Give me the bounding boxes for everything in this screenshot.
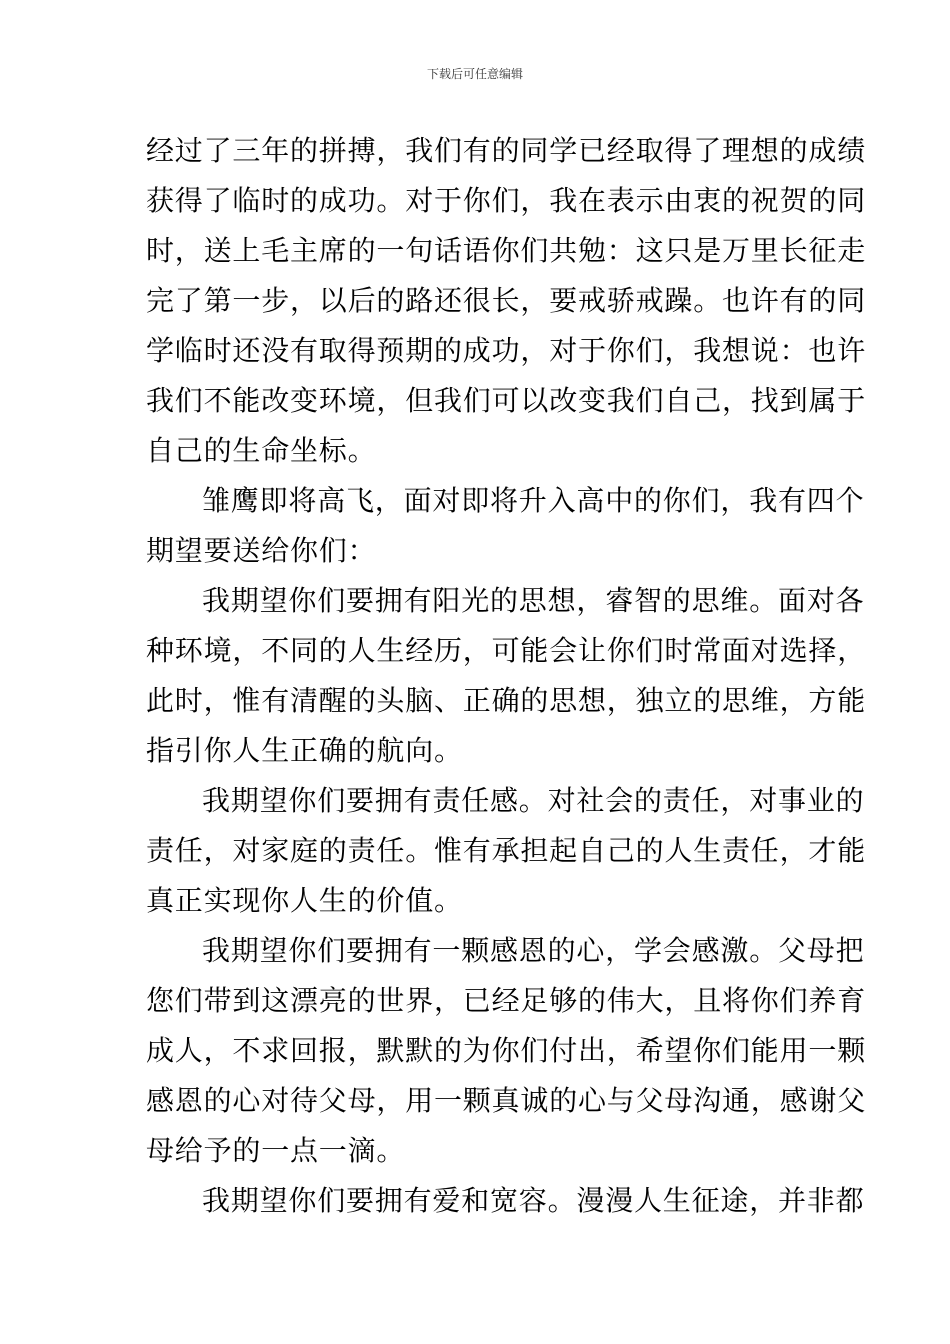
paragraph-5	[146, 926, 867, 1176]
text-line: 种环境，不同的人生经历，可能会让你们时常面对选择，	[146, 634, 867, 667]
text-line: 责任，对家庭的责任。惟有承担起自己的人生责任，才能	[146, 834, 867, 867]
text-line: 我们不能改变环境，但我们可以改变我们自己，找到属于	[146, 384, 867, 417]
text-line: 时，送上毛主席的一句话语你们共勉：这只是万里长征走	[146, 234, 867, 267]
text-line: 学临时还没有取得预期的成功，对于你们，我想说：也许	[146, 334, 867, 367]
text-line: 完了第一步，以后的路还很长，要戒骄戒躁。也许有的同	[146, 284, 867, 317]
text-line: 获得了临时的成功。对于你们，我在表示由衷的祝贺的同	[146, 184, 867, 217]
text-line: 母给予的一点一滴。	[146, 1134, 406, 1167]
text-line: 感恩的心对待父母，用一颗真诚的心与父母沟通，感谢父	[146, 1084, 867, 1117]
text-line: 您们带到这漂亮的世界，已经足够的伟大，且将你们养育	[146, 984, 867, 1017]
document-body	[146, 126, 867, 1226]
text-line: 我期望你们要拥有爱和宽容。漫漫人生征途，并非都	[202, 1184, 865, 1217]
paragraph-2	[146, 476, 865, 576]
text-line: 我期望你们要拥有阳光的思想，睿智的思维。面对各	[202, 584, 865, 617]
text-line: 自己的生命坐标。	[146, 434, 377, 467]
paragraph-1	[146, 126, 867, 476]
paragraph-4	[146, 776, 867, 926]
text-line: 我期望你们要拥有责任感。对社会的责任，对事业的	[202, 784, 865, 817]
text-line: 真正实现你人生的价值。	[146, 884, 463, 917]
text-line: 经过了三年的拼搏，我们有的同学已经取得了理想的成绩	[146, 134, 867, 167]
text-line: 期望要送给你们：	[146, 534, 377, 567]
page-header: 下载后可任意编辑	[426, 67, 523, 81]
paragraph-6	[146, 1176, 865, 1226]
text-line: 雏鹰即将高飞，面对即将升入高中的你们，我有四个	[202, 484, 865, 517]
text-line: 此时，惟有清醒的头脑、正确的思想，独立的思维，方能	[146, 684, 867, 717]
paragraph-3	[146, 576, 867, 776]
text-line: 成人，不求回报，默默的为你们付出，希望你们能用一颗	[146, 1034, 867, 1067]
text-line: 我期望你们要拥有一颗感恩的心，学会感激。父母把	[202, 934, 865, 967]
text-line: 指引你人生正确的航向。	[146, 734, 463, 767]
